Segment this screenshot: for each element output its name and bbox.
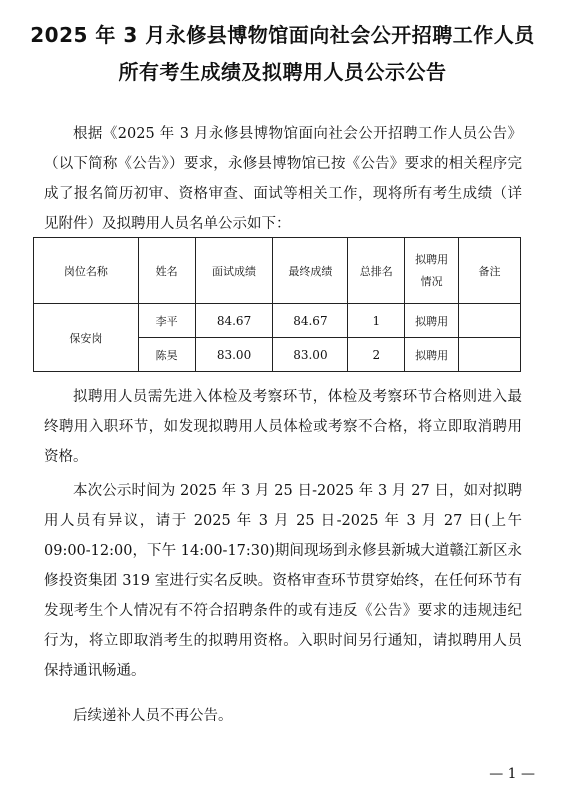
- interview-score-cell: 83.00: [195, 338, 273, 372]
- final-score-cell: 84.67: [273, 304, 348, 338]
- position-cell: 保安岗: [34, 304, 139, 372]
- header-rank: 总排名: [348, 238, 405, 304]
- header-position: 岗位名称: [34, 238, 139, 304]
- table-row: [34, 304, 521, 338]
- final-score-cell: 83.00: [273, 338, 348, 372]
- notice-period-paragraph: 本次公示时间为 2025 年 3 月 25 日-2025 年 3 月 27 日，如对拟聘用人员有异议，请于 2025 年 3 月 25 日-2025 年 3 月 27 日(上午 09:00-12:00，下午 14:00-17:30)期间现场到永修县新城大道赣江新区永修投资集团 319 室进行实名反映。资格审查环节贯穿始终，在任何环节有发现考生个人情况有不符合招聘条件的或有违反《公告》要求的违规违纪行为，将立即取消考生的拟聘用资格。入职时间另行通知，请拟聘用人员保持通讯畅通。: [44, 483, 522, 679]
- name-cell: 陈昊: [138, 338, 195, 372]
- intro-paragraph: 根据《2025 年 3 月永修县博物馆面向社会公开招聘工作人员公告》（以下简称《公告》）要求，永修县博物馆已按《公告》要求的相关程序完成了报名简历初审、资格审查、面试等相关工作，现将所有考生成绩（详见附件）及拟聘用人员名单公示如下：: [44, 126, 522, 232]
- header-hiring-status: [405, 238, 459, 304]
- header-name: 姓名: [138, 238, 195, 304]
- page-number: — 1 —: [489, 766, 535, 782]
- header-final-score: 最终成绩: [273, 238, 348, 304]
- no-replacement-paragraph: 后续递补人员不再公告。: [73, 708, 233, 724]
- hiring-status-cell: 拟聘用: [405, 304, 459, 338]
- name-cell: 李平: [138, 304, 195, 338]
- physical-exam-paragraph: 拟聘用人员需先进入体检及考察环节，体检及考察环节合格则进入最终聘用入职环节，如发现拟聘用人员体检或考察不合格，将立即取消聘用资格。: [44, 389, 522, 465]
- rank-cell: 2: [348, 338, 405, 372]
- header-interview-score: 面试成绩: [195, 238, 273, 304]
- remark-cell: [459, 304, 521, 338]
- hiring-status-cell: 拟聘用: [405, 338, 459, 372]
- document-title-line-1: 2025 年 3 月永修县博物馆面向社会公开招聘工作人员: [30, 23, 535, 47]
- remark-cell: [459, 338, 521, 372]
- header-hiring-status-line-2: 情况: [420, 274, 443, 288]
- scores-table: [33, 237, 521, 372]
- table-header-row: [34, 238, 521, 304]
- rank-cell: 1: [348, 304, 405, 338]
- header-remark: 备注: [459, 238, 521, 304]
- document-title-line-2: 所有考生成绩及拟聘用人员公示公告: [118, 60, 447, 84]
- header-hiring-status-line-1: 拟聘用: [415, 252, 449, 266]
- interview-score-cell: 84.67: [195, 304, 273, 338]
